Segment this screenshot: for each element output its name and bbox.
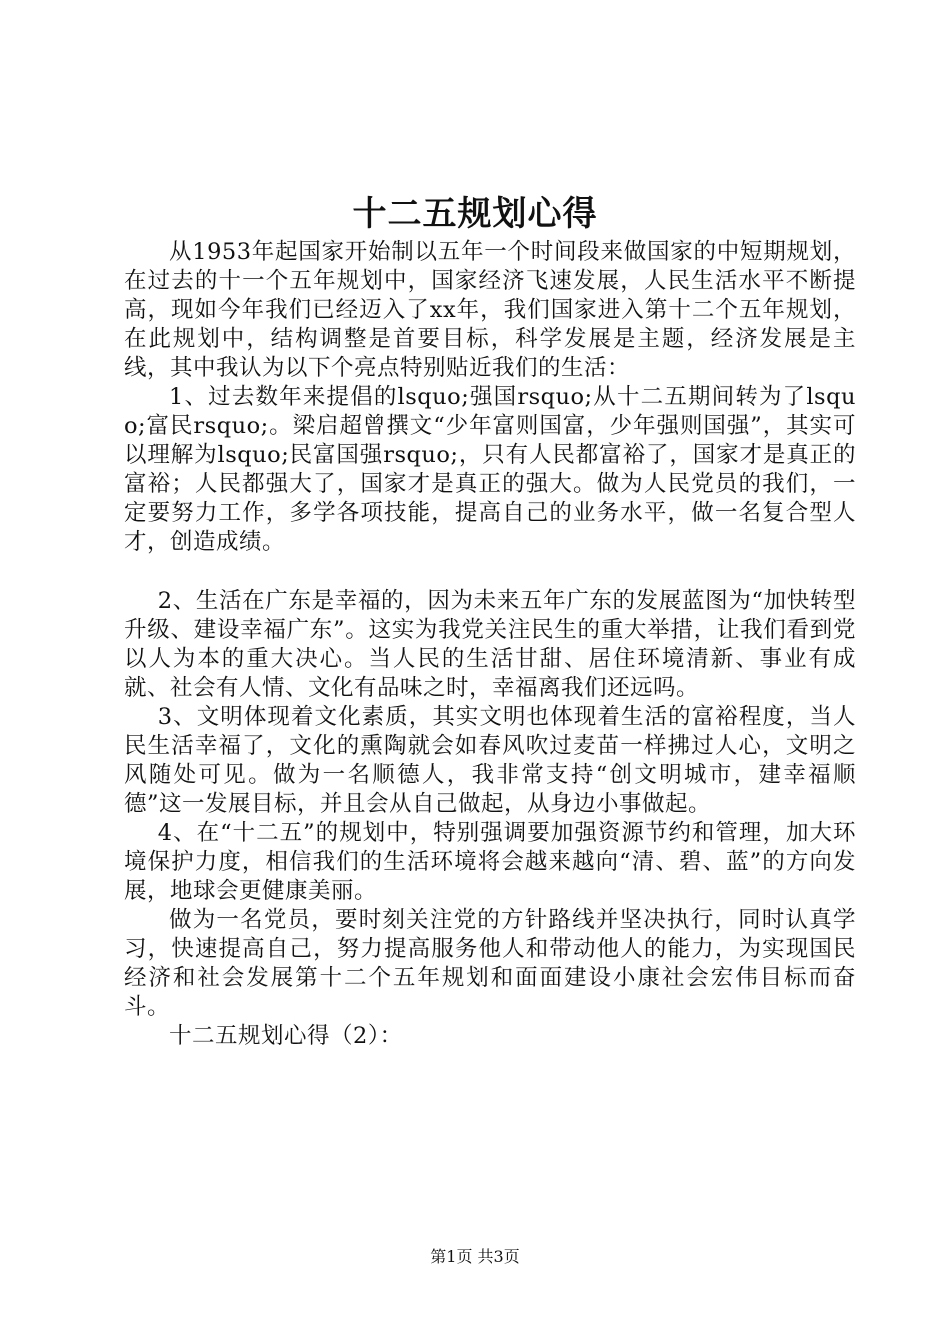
page-number-footer: 第1页 共3页 xyxy=(430,1247,520,1266)
paragraph-intro: 从1953年起国家开始制以五年一个时间段来做国家的中短期规划，在过去的十一个五年规划中，国家经济飞速发展，人民生活水平不断提高，现如今年我们已经迈入了xx年，我们国家进入第十二个五年规划，在此规划中，结构调整是首要目标，科学发展是主题，经济发展是主线，其中我认为以下个亮点特别贴近我们的生活： xyxy=(124,239,856,381)
document-title: 十二五规划心得 xyxy=(352,194,598,234)
paragraph-point-2: 2、生活在广东是幸福的，因为未来五年广东的发展蓝图为“加快转型升级、建设幸福广东”。这实为我党关注民生的重大举措，让我们看到党以人为本的重大决心。当人民的生活甘甜、居住环境清新、事业有成就、社会有人情、文化有品味之时，幸福离我们还远吗。 xyxy=(124,588,856,701)
document-body xyxy=(124,238,856,1051)
paragraph-subheading: 十二五规划心得（2）： xyxy=(169,1023,403,1049)
paragraph-spacer xyxy=(124,557,856,587)
paragraph-point-1: 1、过去数年来提倡的lsquo;强国rsquo;从十二五期间转为了lsquo;富民rsquo;。梁启超曾撰文“少年富则国富，少年强则国强”，其实可以理解为lsquo;民富国强rsquo;，只有人民都富裕了，国家才是真正的富裕；人民都强大了，国家才是真正的强大。做为人民党员的我们，一定要努力工作，多学各项技能，提高自己的业务水平，做一名复合型人才，创造成绩。 xyxy=(124,384,856,555)
paragraph-point-3: 3、文明体现着文化素质，其实文明也体现着生活的富裕程度，当人民生活幸福了，文化的熏陶就会如春风吹过麦苗一样拂过人心，文明之风随处可见。做为一名顺德人，我非常支持“创文明城市，建幸福顺德”这一发展目标，并且会从自己做起，从身边小事做起。 xyxy=(124,704,856,817)
paragraph-point-4: 4、在“十二五”的规划中，特别强调要加强资源节约和管理，加大环境保护力度，相信我们的生活环境将会越来越向“清、碧、蓝”的方向发展，地球会更健康美丽。 xyxy=(124,820,856,904)
paragraph-conclusion: 做为一名党员，要时刻关注党的方针路线并坚决执行，同时认真学习，快速提高自己，努力提高服务他人和带动他人的能力，为实现国民经济和社会发展第十二个五年规划和面面建设小康社会宏伟目标而奋斗。 xyxy=(124,907,856,1020)
